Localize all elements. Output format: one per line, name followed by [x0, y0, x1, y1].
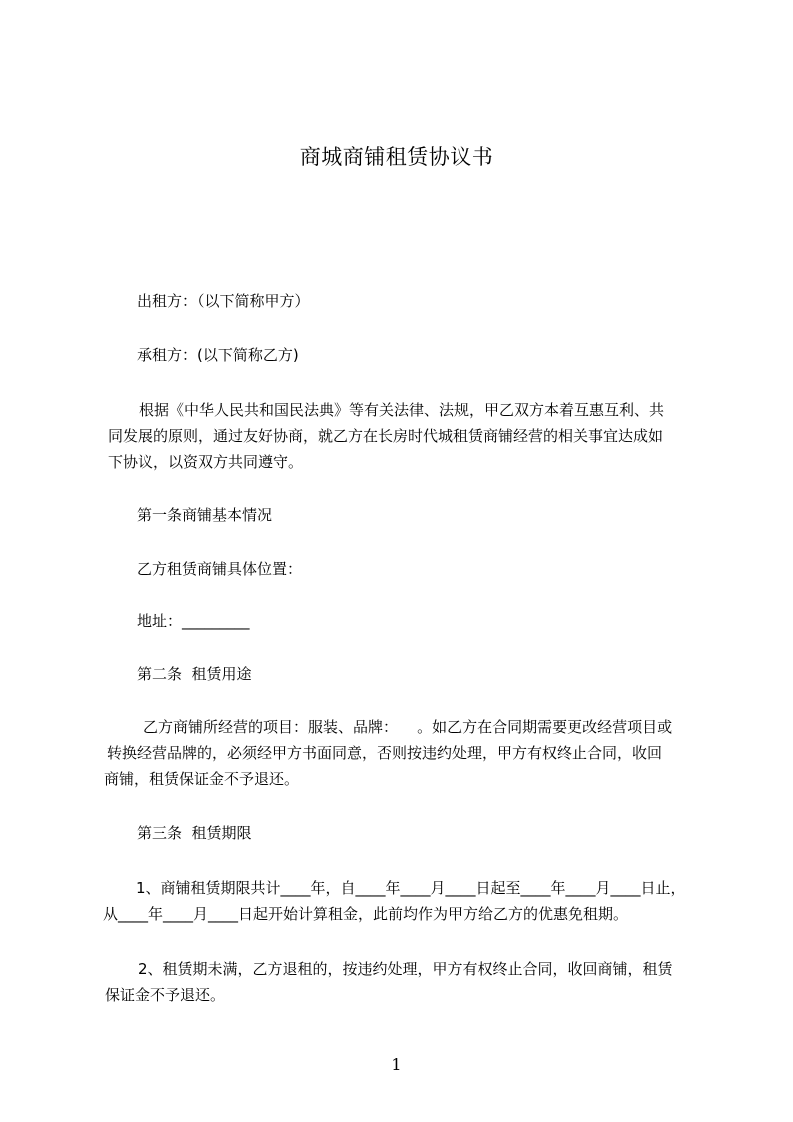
article-2-line-2: 转换经营品牌的，必须经甲方书面同意，否则按违约处理，甲方有权终止合同，收回	[107, 744, 663, 762]
article-2-body	[104, 714, 717, 792]
clause-1-line-2: 从____年____月____日起开始计算租金，此前均作为甲方给乙方的优惠免租期。	[103, 905, 629, 923]
clause-1-line-1: 1、商铺租赁期限共计____年，自____年____月____日起至____年____月____日止，	[136, 879, 686, 897]
preamble-line-3: 下协议，以资双方共同遵守。	[108, 453, 304, 471]
preamble-line-2: 同发展的原则，通过友好协商，就乙方在长房时代城租赁商铺经营的相关事宜达成如	[108, 427, 664, 445]
lessor-line: 出租方：（以下简称甲方）	[137, 292, 310, 310]
lessee-line: 承租方：(以下简称乙方)	[137, 346, 299, 364]
address-line: 地址：_________	[137, 612, 250, 630]
article-3-heading: 第三条 租赁期限	[137, 824, 252, 842]
preamble-paragraph	[108, 397, 708, 475]
article-1-heading: 第一条商铺基本情况	[137, 506, 273, 524]
article-2-line-3: 商铺，租赁保证金不予退还。	[104, 770, 300, 788]
article-3-clause-2	[107, 956, 717, 1008]
clause-2-line-2: 保证金不予退还。	[105, 986, 226, 1004]
page-number: 1	[391, 1055, 402, 1074]
clause-2-line-1: 2、租赁期未满，乙方退租的，按违约处理，甲方有权终止合同，收回商铺，租赁	[138, 960, 673, 978]
preamble-line-1: 根据《中华人民共和国民法典》等有关法律、法规，甲乙双方本着互惠互利、共	[139, 401, 665, 419]
article-2-line-1: 乙方商铺所经营的项目：服装、品牌： 。如乙方在合同期需要更改经营项目或	[143, 718, 673, 736]
shop-location-line: 乙方租赁商铺具体位置：	[137, 560, 303, 578]
document-title: 商城商铺租赁协议书	[299, 145, 494, 169]
article-3-clause-1	[103, 875, 723, 927]
article-2-heading: 第二条 租赁用途	[137, 665, 252, 683]
